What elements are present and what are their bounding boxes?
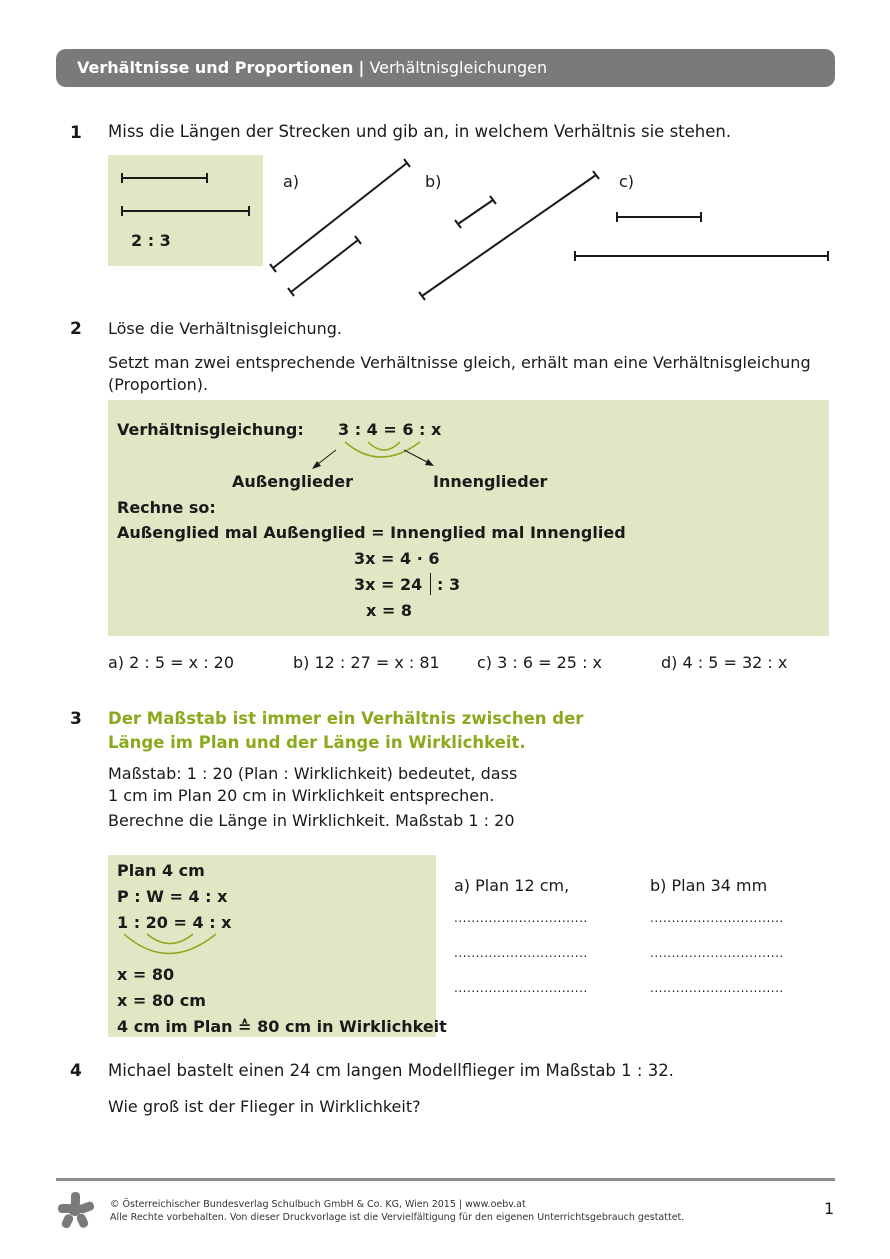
exercise-d: d) 4 : 5 = 32 : x xyxy=(661,653,788,672)
task3-number: 3 xyxy=(70,709,82,729)
footer-rights: Alle Rechte vorbehalten. Von dieser Druckvorlage ist die Vervielfältigung für den eigenen Unterrichtsgebrauch gestattet. xyxy=(110,1212,685,1223)
answer-line-a1: ............................... xyxy=(454,911,588,925)
task3-heading-1: Der Maßstab ist immer ein Verhältnis zwischen der xyxy=(108,709,584,728)
segment-c2 xyxy=(575,251,828,261)
example-line-6: 4 cm im Plan ≙ 80 cm in Wirklichkeit xyxy=(117,1017,447,1036)
division-bar xyxy=(430,573,431,595)
rechne-label: Rechne so: xyxy=(117,498,216,517)
box-label: Verhältnisgleichung: xyxy=(117,420,304,439)
segment-b1 xyxy=(455,196,496,228)
example-ratio: 2 : 3 xyxy=(131,231,171,250)
task3-text-1: Maßstab: 1 : 20 (Plan : Wirklichkeit) bedeutet, dass xyxy=(108,764,518,783)
task2-number: 2 xyxy=(70,319,82,339)
scale-arcs xyxy=(110,931,230,965)
footer-copyright: © Österreichischer Bundesverlag Schulbuch GmbH & Co. KG, Wien 2015 | www.oebv.at xyxy=(110,1199,526,1210)
page-number: 1 xyxy=(824,1199,835,1218)
segment-c1 xyxy=(617,212,701,222)
exercise-c: c) 3 : 6 = 25 : x xyxy=(477,653,603,672)
rule-text: Außenglied mal Außenglied = Innenglied mal Innenglied xyxy=(117,523,626,542)
segment-b2 xyxy=(419,171,599,300)
task1-segments xyxy=(0,0,890,320)
example-line-2: P : W = 4 : x xyxy=(117,887,228,906)
task3-heading-2: Länge im Plan und der Länge in Wirklichkeit. xyxy=(108,733,526,752)
task4-number: 4 xyxy=(70,1061,82,1081)
label-a: a) xyxy=(283,172,300,191)
step-2: 3x = 24 xyxy=(354,575,423,594)
header-separator: | xyxy=(358,58,365,77)
task3-a-label: a) Plan 12 cm, xyxy=(454,876,570,895)
answer-line-b1: ............................... xyxy=(650,911,784,925)
task3-text-2: 1 cm im Plan 20 cm in Wirklichkeit entsprechen. xyxy=(108,786,495,805)
header-subtitle: Verhältnisgleichungen xyxy=(369,58,548,77)
step-1: 3x = 4 · 6 xyxy=(354,549,440,568)
task1-instruction: Miss die Längen der Strecken und gib an, in welchem Verhältnis sie stehen. xyxy=(108,122,732,141)
task2-explanation-1: Setzt man zwei entsprechende Verhältnisse gleich, erhält man eine Verhältnisgleichung xyxy=(108,353,811,372)
exercise-b: b) 12 : 27 = x : 81 xyxy=(293,653,440,672)
example-line-3: 1 : 20 = 4 : x xyxy=(117,913,232,932)
step-2-division: : 3 xyxy=(437,575,461,594)
answer-line-a3: ............................... xyxy=(454,981,588,995)
task3-b-label: b) Plan 34 mm xyxy=(650,876,768,895)
label-c: c) xyxy=(619,172,635,191)
example-line-4: x = 80 xyxy=(117,965,175,984)
label-b: b) xyxy=(425,172,442,191)
answer-line-b3: ............................... xyxy=(650,981,784,995)
task4-text: Michael bastelt einen 24 cm langen Modellflieger im Maßstab 1 : 32. xyxy=(108,1061,674,1080)
header-title: Verhältnisse und Proportionen xyxy=(77,58,354,77)
segment-a2 xyxy=(288,236,361,296)
task1-number: 1 xyxy=(70,123,82,143)
exercise-a: a) 2 : 5 = x : 20 xyxy=(108,653,235,672)
task3-text-3: Berechne die Länge in Wirklichkeit. Maßstab 1 : 20 xyxy=(108,811,515,830)
example-line-1: Plan 4 cm xyxy=(117,861,205,880)
task2-instruction: Löse die Verhältnisgleichung. xyxy=(108,319,342,338)
outer-terms-label: Außenglieder xyxy=(232,472,353,491)
step-3: x = 8 xyxy=(366,601,412,620)
answer-line-b2: ............................... xyxy=(650,946,784,960)
example-segment-short xyxy=(122,173,207,183)
box-equation: 3 : 4 = 6 : x xyxy=(338,420,442,439)
task4-question: Wie groß ist der Flieger in Wirklichkeit? xyxy=(108,1097,421,1116)
task2-explanation-2: (Proportion). xyxy=(108,375,209,394)
publisher-logo-icon xyxy=(56,1190,96,1230)
inner-terms-label: Innenglieder xyxy=(433,472,548,491)
answer-line-a2: ............................... xyxy=(454,946,588,960)
example-segment-long xyxy=(122,206,249,216)
footer-rule xyxy=(56,1178,835,1181)
example-line-5: x = 80 cm xyxy=(117,991,206,1010)
